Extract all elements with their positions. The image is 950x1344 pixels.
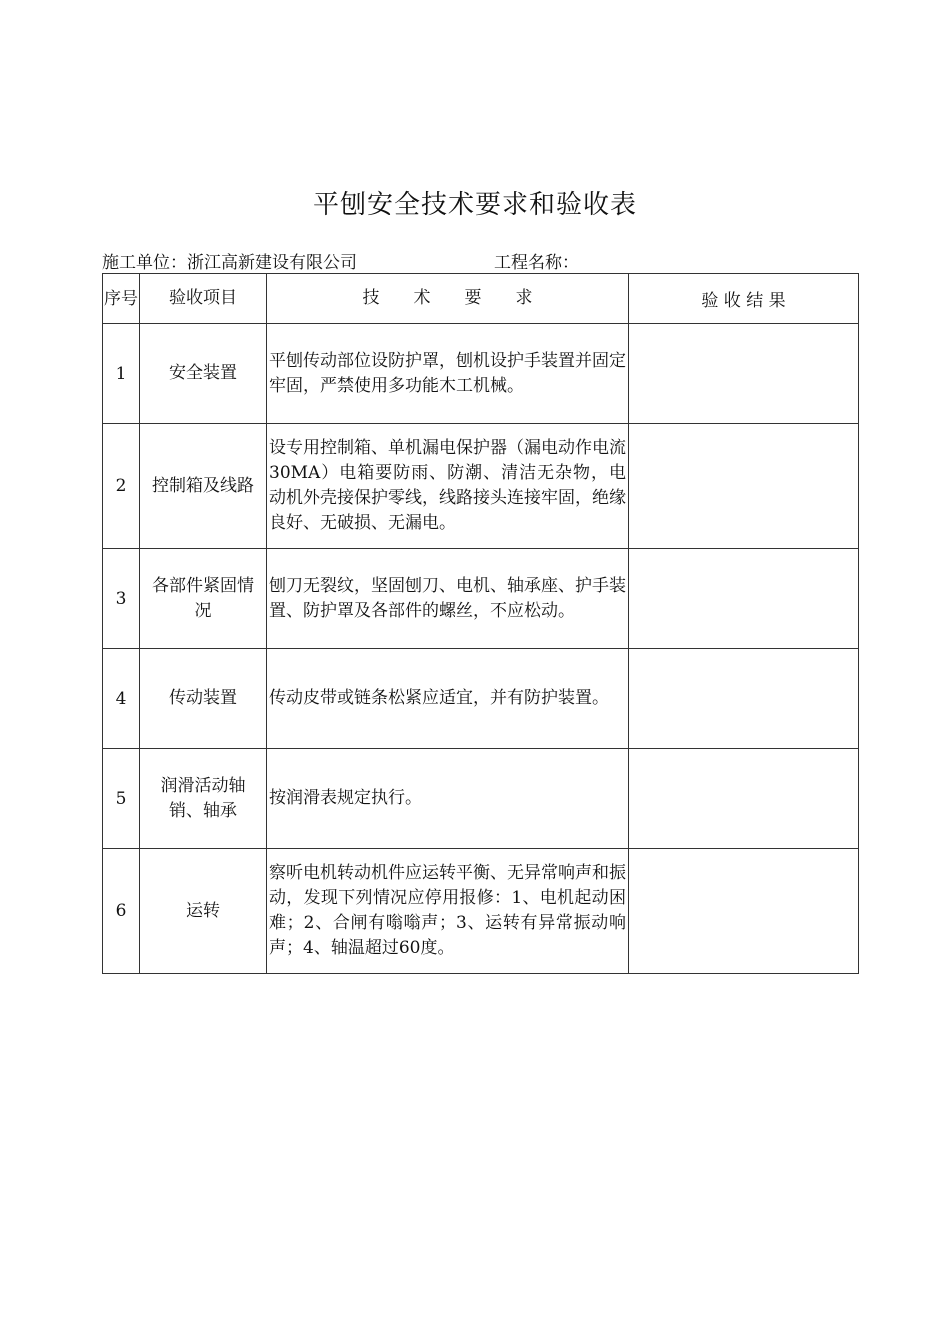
row-result[interactable] <box>629 424 859 549</box>
row-requirement: 传动皮带或链条松紧应适宜，并有防护装置。 <box>267 649 629 749</box>
row-item: 润滑活动轴销、轴承 <box>140 749 267 849</box>
document-meta <box>102 252 848 274</box>
table-row <box>103 649 859 749</box>
header-requirement: 技 术 要 求 <box>267 274 629 324</box>
row-requirement: 刨刀无裂纹，坚固刨刀、电机、轴承座、护手装置、防护罩及各部件的螺丝，不应松动。 <box>267 549 629 649</box>
row-no: 4 <box>103 649 140 749</box>
row-result[interactable] <box>629 549 859 649</box>
header-no: 序号 <box>103 274 140 324</box>
row-no: 2 <box>103 424 140 549</box>
row-item: 安全装置 <box>140 324 267 424</box>
row-result[interactable] <box>629 324 859 424</box>
row-no: 6 <box>103 849 140 974</box>
row-result[interactable] <box>629 749 859 849</box>
row-no: 1 <box>103 324 140 424</box>
row-result[interactable] <box>629 849 859 974</box>
row-item: 运转 <box>140 849 267 974</box>
table-row <box>103 749 859 849</box>
table-row <box>103 424 859 549</box>
document-title: 平刨安全技术要求和验收表 <box>312 190 637 220</box>
table-row <box>103 849 859 974</box>
construction-unit-label: 施工单位：浙江高新建设有限公司 <box>102 253 357 273</box>
header-item: 验收项目 <box>140 274 267 324</box>
row-requirement: 设专用控制箱、单机漏电保护器（漏电动作电流30MA）电箱要防雨、防潮、清洁无杂物，电动机外壳接保护零线，线路接头连接牢固，绝缘良好、无破损、无漏电。 <box>267 424 629 549</box>
header-result: 验 收 结 果 <box>629 274 859 324</box>
row-result[interactable] <box>629 649 859 749</box>
row-item: 传动装置 <box>140 649 267 749</box>
row-no: 3 <box>103 549 140 649</box>
row-no: 5 <box>103 749 140 849</box>
row-requirement: 平刨传动部位设防护罩，刨机设护手装置并固定牢固，严禁使用多功能木工机械。 <box>267 324 629 424</box>
table-row <box>103 324 859 424</box>
table-header-row <box>103 274 859 324</box>
row-requirement: 察听电机转动机件应运转平衡、无异常响声和振动，发现下列情况应停用报修：1、电机起动困难；2、合闸有嗡嗡声；3、运转有异常振动响声；4、轴温超过60度。 <box>267 849 629 974</box>
acceptance-table <box>102 273 859 974</box>
row-requirement: 按润滑表规定执行。 <box>267 749 629 849</box>
table-row <box>103 549 859 649</box>
project-name-label: 工程名称： <box>494 253 579 273</box>
row-item: 控制箱及线路 <box>140 424 267 549</box>
row-item: 各部件紧固情况 <box>140 549 267 649</box>
